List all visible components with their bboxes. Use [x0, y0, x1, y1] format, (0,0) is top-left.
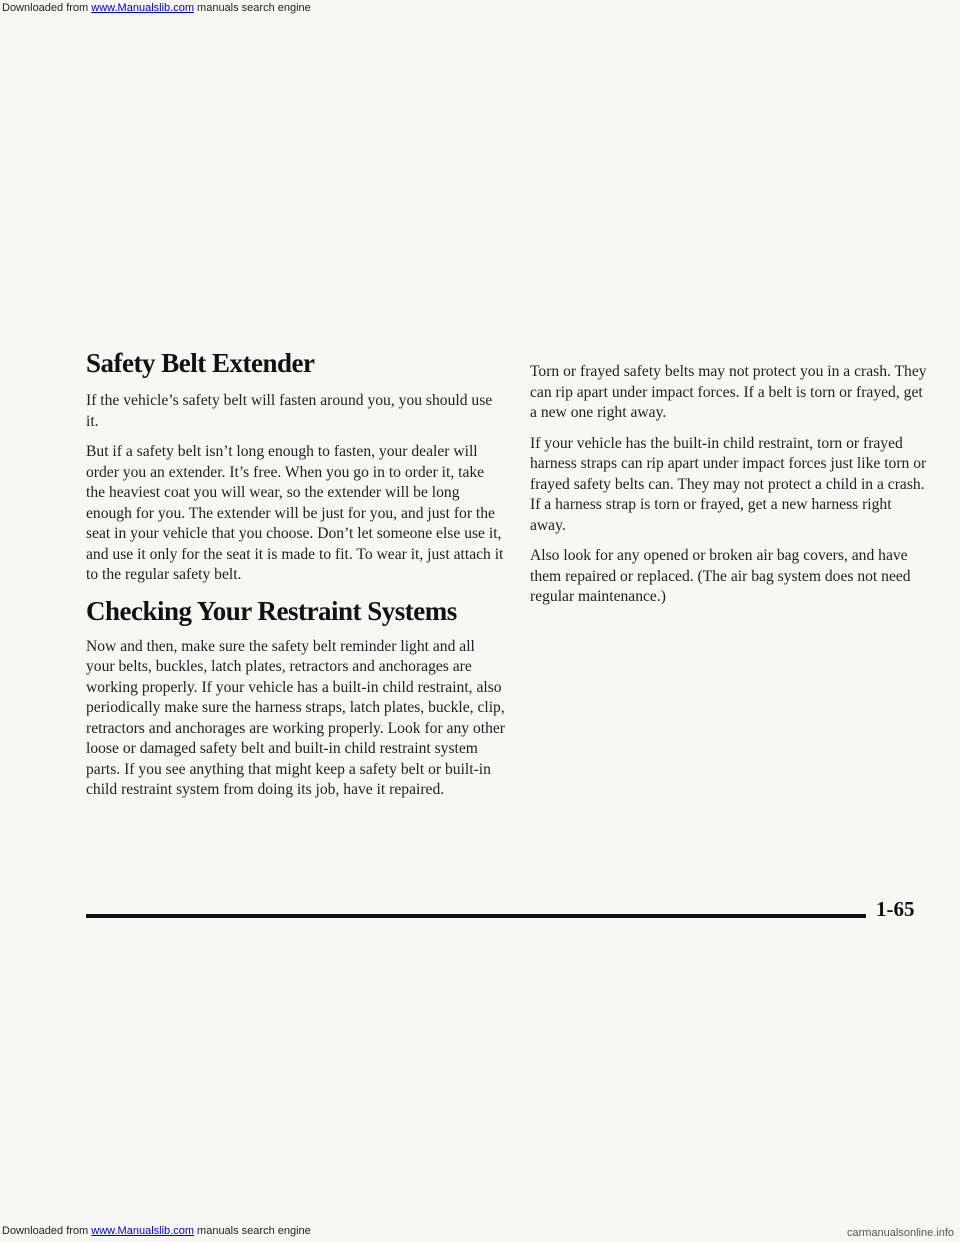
heading-safety-belt-extender: Safety Belt Extender: [86, 348, 315, 378]
banner-prefix: Downloaded from: [2, 1225, 92, 1237]
manualslib-link[interactable]: www.Manualslib.com: [91, 2, 194, 14]
paragraph-use-belt: If the vehicle’s safety belt will fasten around you, you should use it.: [86, 392, 493, 430]
banner-prefix: Downloaded from: [2, 2, 92, 14]
page-number: 1-65: [876, 897, 915, 921]
heading-checking-restraint-systems: Checking Your Restraint Systems: [86, 595, 457, 626]
watermark-text: carmanualsonline.info: [846, 1227, 954, 1239]
paragraph-air-bag-covers: Also look for any opened or broken air bag covers, and have them repaired or replaced. (The air bag system does not need regular maintenance.): [530, 547, 911, 605]
paragraph-checking: Now and then, make sure the safety belt reminder light and all your belts, buckles, latch plates, retractors and anchorages are working properly. If your vehicle has a built-in child restraint, also periodically make sure the harness straps, latch plates, buckle, clip, retractors and anchorages are working properly. Look for any other loose or damaged safety belt and built-in child restraint system parts. If you see anything that might keep a safety belt or built-in child restraint system from doing its job, have it repaired.: [86, 637, 505, 798]
manualslib-link[interactable]: www.Manualslib.com: [91, 1225, 194, 1237]
banner-suffix: manuals search engine: [193, 1225, 311, 1237]
top-download-banner: [0, 0, 960, 18]
paragraph-torn-belts: Torn or frayed safety belts may not protect you in a crash. They can rip apart under impact forces. If a belt is torn or frayed, get a new one right away.: [530, 363, 927, 421]
bottom-download-banner: [0, 1222, 960, 1242]
paragraph-extender: But if a safety belt isn’t long enough to fasten, your dealer will order you an extender. It’s free. When you go in to order it, take the heaviest coat you will wear, so the extender will be long enough for you. The extender will be just for you, and just for the seat in your vehicle that you choose. Don’t let someone else use it, and use it only for the seat it is made to fit. To wear it, just attach it to the regular safety belt.: [86, 443, 504, 583]
left-column: [86, 348, 506, 811]
footer-rule: [86, 914, 866, 918]
paragraph-child-restraint: If your vehicle has the built-in child restraint, torn or frayed harness straps can rip apart under impact forces just like torn or frayed safety belts can. They may not protect a child in a crash. If a harness strap is torn or frayed, get a new harness right away.: [530, 434, 927, 534]
banner-suffix: manuals search engine: [193, 2, 311, 14]
right-column: [530, 362, 930, 618]
